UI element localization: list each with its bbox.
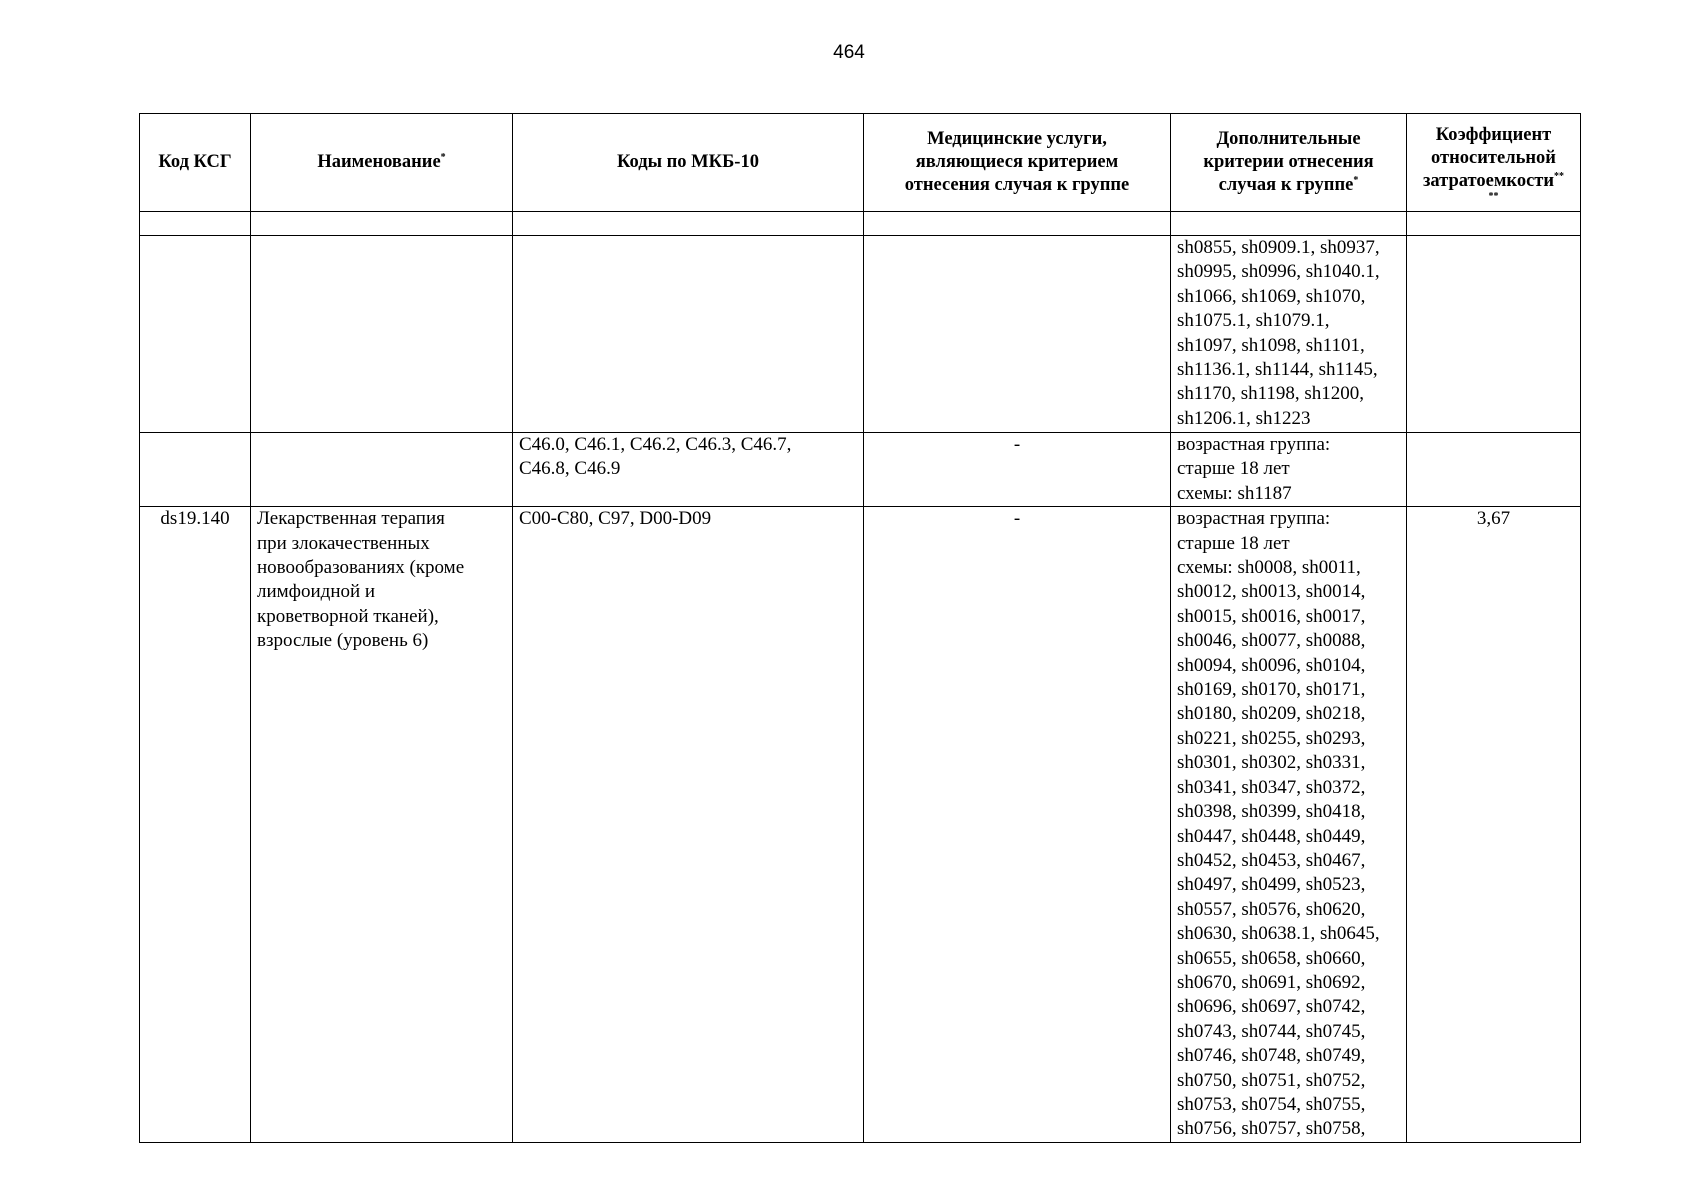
criteria-line: sh0015, sh0016, sh0017,: [1177, 605, 1366, 627]
criteria-line: sh0995, sh0996, sh1040.1,: [1177, 261, 1380, 283]
criteria-line: sh0753, sh0754, sh0755,: [1177, 1093, 1366, 1115]
cell-mkb: [513, 433, 864, 507]
criteria-line: sh0094, sh0096, sh0104,: [1177, 654, 1366, 676]
header-criteria-footnote-mark: *: [1353, 174, 1359, 186]
criteria-line: sh1206.1, sh1223: [1177, 407, 1311, 429]
criteria-line: sh0750, sh0751, sh0752,: [1177, 1069, 1366, 1091]
mkb-line: C00-C80, C97, D00-D09: [519, 508, 712, 530]
header-code-label: Код КСГ: [158, 152, 232, 172]
cell-mkb: [513, 507, 864, 1143]
name-line: Лекарственная терапия: [257, 508, 445, 530]
criteria-line: sh1075.1, sh1079.1,: [1177, 310, 1330, 332]
mkb-line: C46.0, C46.1, C46.2, C46.3, C46.7,: [519, 434, 792, 455]
header-coef-footnote-mark-2: **: [1488, 191, 1499, 202]
criteria-line: старше 18 лет: [1177, 458, 1290, 480]
criteria-line: sh1097, sh1098, sh1101,: [1177, 334, 1365, 356]
spacer-row: [140, 212, 1581, 236]
criteria-line: sh0670, sh0691, sh0692,: [1177, 971, 1366, 993]
cell-criteria: [1171, 433, 1407, 507]
criteria-line: sh0855, sh0909.1, sh0937,: [1177, 237, 1380, 258]
header-mkb: [513, 114, 864, 212]
header-name-label: Наименование: [317, 152, 441, 172]
criteria-line: sh0630, sh0638.1, sh0645,: [1177, 923, 1380, 945]
header-mkb-label: Коды по МКБ-10: [617, 152, 759, 172]
cell-name: [251, 507, 513, 1143]
criteria-line: sh0341, sh0347, sh0372,: [1177, 776, 1366, 798]
cell-code: ds19.140: [140, 507, 251, 1143]
criteria-line: sh0447, sh0448, sh0449,: [1177, 825, 1366, 847]
cell-services: -: [864, 433, 1171, 507]
header-services-line: отнесения случая к группе: [904, 175, 1130, 195]
criteria-line: sh0452, sh0453, sh0467,: [1177, 849, 1366, 871]
criteria-line: схемы: sh0008, sh0011,: [1177, 557, 1361, 579]
header-criteria: [1171, 114, 1407, 212]
table-row: [140, 507, 1581, 1143]
cell-criteria: [1171, 507, 1407, 1143]
table-row: [140, 236, 1581, 433]
header-coef-line: Коэффициент: [1435, 125, 1552, 145]
header-name: [251, 114, 513, 212]
criteria-line: возрастная группа:: [1177, 508, 1331, 530]
criteria-line: возрастная группа:: [1177, 434, 1331, 455]
cell-services: [864, 236, 1171, 433]
cell-name: [251, 433, 513, 507]
header-services-line: являющиеся критерием: [915, 152, 1119, 172]
name-line: лимфоидной и: [257, 581, 376, 603]
criteria-line: sh0557, sh0576, sh0620,: [1177, 898, 1366, 920]
name-line: при злокачественных: [257, 532, 430, 554]
cell-services: -: [864, 507, 1171, 1143]
criteria-line: sh0746, sh0748, sh0749,: [1177, 1045, 1366, 1067]
criteria-line: sh0743, sh0744, sh0745,: [1177, 1020, 1366, 1042]
header-services-line: Медицинские услуги,: [927, 129, 1107, 149]
criteria-line: sh1066, sh1069, sh1070,: [1177, 285, 1366, 307]
criteria-line: sh0497, sh0499, sh0523,: [1177, 874, 1366, 896]
table-row: [140, 433, 1581, 507]
criteria-line: sh0180, sh0209, sh0218,: [1177, 703, 1366, 725]
cell-criteria: [1171, 236, 1407, 433]
criteria-line: sh0169, sh0170, sh0171,: [1177, 679, 1366, 701]
cell-coef: [1407, 433, 1581, 507]
table-header-row: [140, 114, 1581, 212]
name-line: новообразованиях (кроме: [257, 557, 465, 579]
header-code: [140, 114, 251, 212]
criteria-line: sh0301, sh0302, sh0331,: [1177, 752, 1366, 774]
mkb-line: C46.8, C46.9: [519, 458, 621, 480]
header-services: [864, 114, 1171, 212]
header-criteria-line: случая к группе: [1218, 175, 1354, 195]
criteria-line: sh1136.1, sh1144, sh1145,: [1177, 359, 1378, 381]
header-coef-line: затратоемкости: [1422, 171, 1555, 191]
criteria-line: старше 18 лет: [1177, 532, 1290, 554]
header-criteria-line: критерии отнесения: [1203, 152, 1374, 172]
criteria-line: sh1170, sh1198, sh1200,: [1177, 383, 1365, 405]
header-criteria-line: Дополнительные: [1216, 129, 1361, 149]
criteria-line: sh0655, sh0658, sh0660,: [1177, 947, 1366, 969]
name-line: кроветворной тканей),: [257, 605, 439, 627]
page-number: 464: [833, 42, 865, 63]
criteria-line: схемы: sh1187: [1177, 482, 1292, 504]
cell-name: [251, 236, 513, 433]
cell-code: [140, 236, 251, 433]
cell-coef: 3,67: [1407, 507, 1581, 1143]
header-coef: [1407, 114, 1581, 212]
cell-mkb: [513, 236, 864, 433]
name-line: взрослые (уровень 6): [257, 630, 429, 652]
criteria-line: sh0012, sh0013, sh0014,: [1177, 581, 1366, 603]
criteria-line: sh0696, sh0697, sh0742,: [1177, 996, 1366, 1018]
criteria-line: sh0046, sh0077, sh0088,: [1177, 630, 1366, 652]
criteria-line: sh0398, sh0399, sh0418,: [1177, 801, 1366, 823]
ksg-table: [139, 113, 1581, 1143]
cell-coef: [1407, 236, 1581, 433]
header-name-footnote-mark: *: [440, 151, 446, 163]
header-coef-footnote-mark: **: [1554, 170, 1565, 182]
criteria-line: sh0221, sh0255, sh0293,: [1177, 727, 1366, 749]
criteria-line: sh0756, sh0757, sh0758,: [1177, 1118, 1366, 1140]
cell-code: [140, 433, 251, 507]
header-coef-line: относительной: [1431, 148, 1556, 168]
